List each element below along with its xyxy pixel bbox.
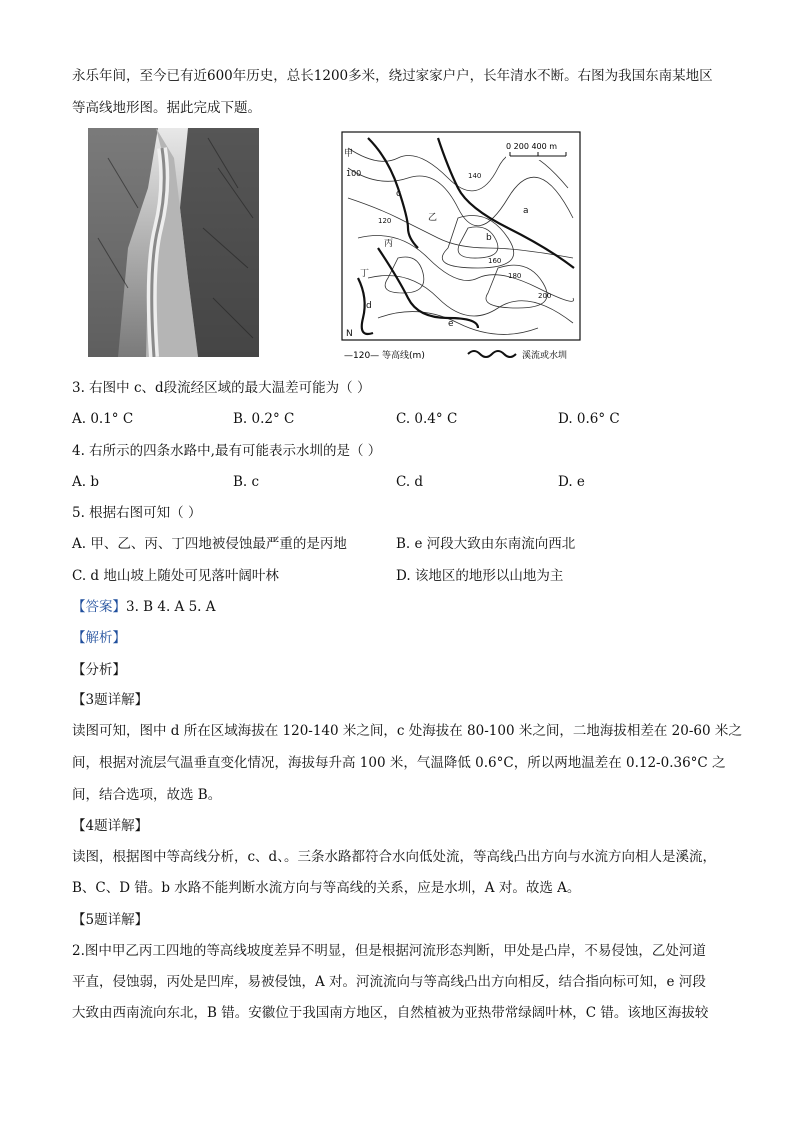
q3-option-b[interactable]: B. 0.2° C	[233, 411, 295, 427]
d4-line-2: B、C、D 错。b 水路不能判断水流方向与等高线的关系，应是水圳，A 对。故选 A。	[72, 880, 581, 896]
label-e: e	[448, 319, 454, 329]
q4-option-c[interactable]: C. d	[396, 474, 424, 490]
label-bing: 丙	[384, 239, 394, 249]
intro-line-2: 等高线地形图。据此完成下题。	[72, 100, 261, 116]
q3-stem: 3. 右图中 c、d段流经区域的最大温差可能为（ ）	[72, 380, 371, 396]
d3-tag: 【3题详解】	[72, 692, 149, 708]
d4-line-1: 读图，根据图中等高线分析，c、d、。三条水路都符合水向低处流，等高线凸出方向与水流方向相人是溪流，	[72, 849, 716, 865]
q4-stem: 4. 右所示的四条水路中,最有可能表示水圳的是（ ）	[72, 443, 382, 459]
label-100: 100	[346, 169, 362, 178]
q5-option-d[interactable]: D. 该地区的地形以山地为主	[396, 568, 564, 584]
label-north: N	[346, 329, 353, 339]
label-jia: 甲	[344, 149, 354, 159]
answer-line	[72, 597, 216, 617]
d3-line-1: 读图可知，图中 d 所在区域海拔在 120-140 米之间，c 处海拔在 80-100 米之间，二地海拔相差在 20-60 米之	[72, 723, 742, 739]
q5-option-b[interactable]: B. e 河段大致由东南流向西北	[396, 536, 576, 552]
d5-tag: 【5题详解】	[72, 912, 149, 928]
q5-stem: 5. 根据右图可知（ ）	[72, 505, 202, 521]
label-160: 160	[488, 257, 502, 265]
canal-photo	[88, 128, 259, 357]
q4-option-d[interactable]: D. e	[558, 474, 585, 490]
label-yi: 乙	[428, 213, 438, 223]
answer-tag: 【答案】	[72, 599, 126, 615]
q4-option-b[interactable]: B. c	[233, 474, 260, 490]
d3-line-3: 间，结合选项，故选 B。	[72, 787, 222, 803]
q3-option-d[interactable]: D. 0.6° C	[558, 411, 620, 427]
q5-option-a[interactable]: A. 甲、乙、丙、丁四地被侵蚀最严重的是丙地	[72, 536, 347, 552]
scale-label: 0 200 400 m	[506, 142, 558, 151]
legend-stream: 溪流或水圳	[522, 351, 568, 361]
d5-line-1: 2.图中甲乙丙工四地的等高线坡度差异不明显，但是根据河流形态判断，甲处是凸岸，不易侵蚀，乙处河道	[72, 943, 706, 959]
label-120: 120	[378, 217, 392, 225]
legend-contour: —120— 等高线(m)	[344, 351, 425, 361]
q4-option-a[interactable]: A. b	[72, 474, 99, 490]
d5-line-3: 大致由西南流向东北，B 错。安徽位于我国南方地区，自然植被为亚热带常绿阔叶林，C 错。该地区海拔较	[72, 1005, 709, 1021]
label-d: d	[366, 301, 372, 311]
answer-text: 3. B 4. A 5. A	[126, 599, 216, 615]
q3-option-a[interactable]: A. 0.1° C	[72, 411, 134, 427]
d3-line-2: 间，根据对流层气温垂直变化情况，海拔每升高 100 米，气温降低 0.6°C，所以两地温差在 0.12-0.36°C 之	[72, 755, 726, 771]
label-a: a	[523, 206, 529, 216]
label-c: c	[396, 189, 401, 199]
d4-tag: 【4题详解】	[72, 818, 149, 834]
label-180: 180	[508, 272, 522, 280]
contour-map	[338, 128, 588, 368]
label-140: 140	[468, 172, 482, 180]
q3-option-c[interactable]: C. 0.4° C	[396, 411, 458, 427]
label-b: b	[486, 233, 492, 243]
fenxi-tag: 【分析】	[72, 662, 126, 678]
label-200: 200	[538, 292, 552, 300]
analysis-tag: 【解析】	[72, 630, 126, 646]
d5-line-2: 平直，侵蚀弱，丙处是凹库，易被侵蚀，A 对。河流流向与等高线凸出方向相反，结合指向标可知，e 河段	[72, 974, 706, 990]
label-ding: 丁	[360, 269, 370, 279]
intro-line-1: 永乐年间，至今已有近600年历史，总长1200多米，绕过家家户户，长年清水不断。右图为我国东南某地区	[72, 68, 713, 84]
q5-option-c[interactable]: C. d 地山坡上随处可见落叶阔叶林	[72, 568, 279, 584]
